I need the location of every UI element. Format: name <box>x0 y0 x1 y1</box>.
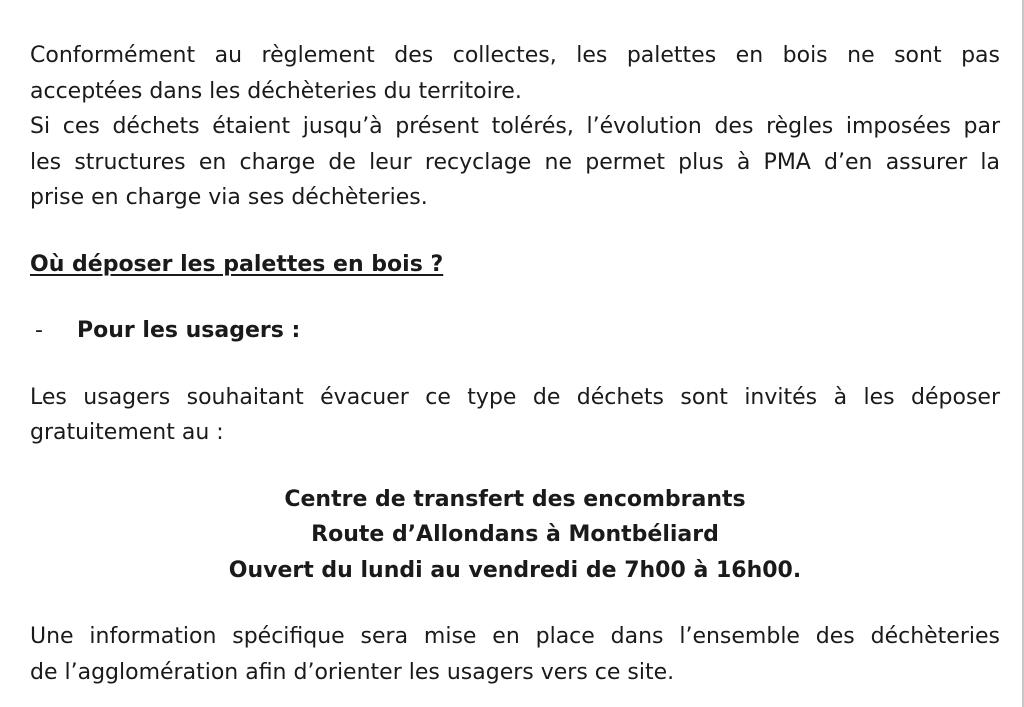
bullet-label: Pour les usagers : <box>77 318 301 343</box>
address-block <box>30 482 1000 589</box>
paragraph-rules <box>30 38 1000 109</box>
document-body <box>30 38 1000 690</box>
bullet-item-users <box>30 313 1000 349</box>
text-line: de l’agglomération afin d’orienter les usagers vers ce site. <box>30 659 675 685</box>
bullet-dash: - <box>35 318 43 343</box>
paragraph-explanation <box>30 109 1000 216</box>
text-line: Si ces déchets étaient jusqu’à présent tolérés, l’évolution des règles imposées par <box>30 114 1000 139</box>
paragraph-information <box>30 619 1000 690</box>
text-line: les structures en charge de leur recyclage ne permet plus à PMA d’en assurer la <box>30 149 1000 175</box>
address-name: Centre de transfert des encombrants <box>284 486 746 512</box>
text-line: Les usagers souhaitant évacuer ce type de déchets sont invités à les déposer <box>30 384 1000 410</box>
section-heading: Où déposer les palettes en bois ? <box>30 251 444 277</box>
text-line: Conformément au règlement des collectes, les palettes en bois ne sont pas <box>30 43 1000 68</box>
address-street: Route d’Allondans à Montbéliard <box>311 522 719 547</box>
paragraph-invitation <box>30 380 1000 451</box>
text-line: acceptées dans les déchèteries du territoire. <box>30 78 522 104</box>
address-hours: Ouvert du lundi au vendredi de 7h00 à 16h00. <box>228 557 802 583</box>
text-line: Une information spécifique sera mise en place dans l’ensemble des déchèteries <box>30 624 1000 649</box>
text-line: prise en charge via ses déchèteries. <box>30 185 428 210</box>
text-line: gratuitement au : <box>30 420 224 445</box>
